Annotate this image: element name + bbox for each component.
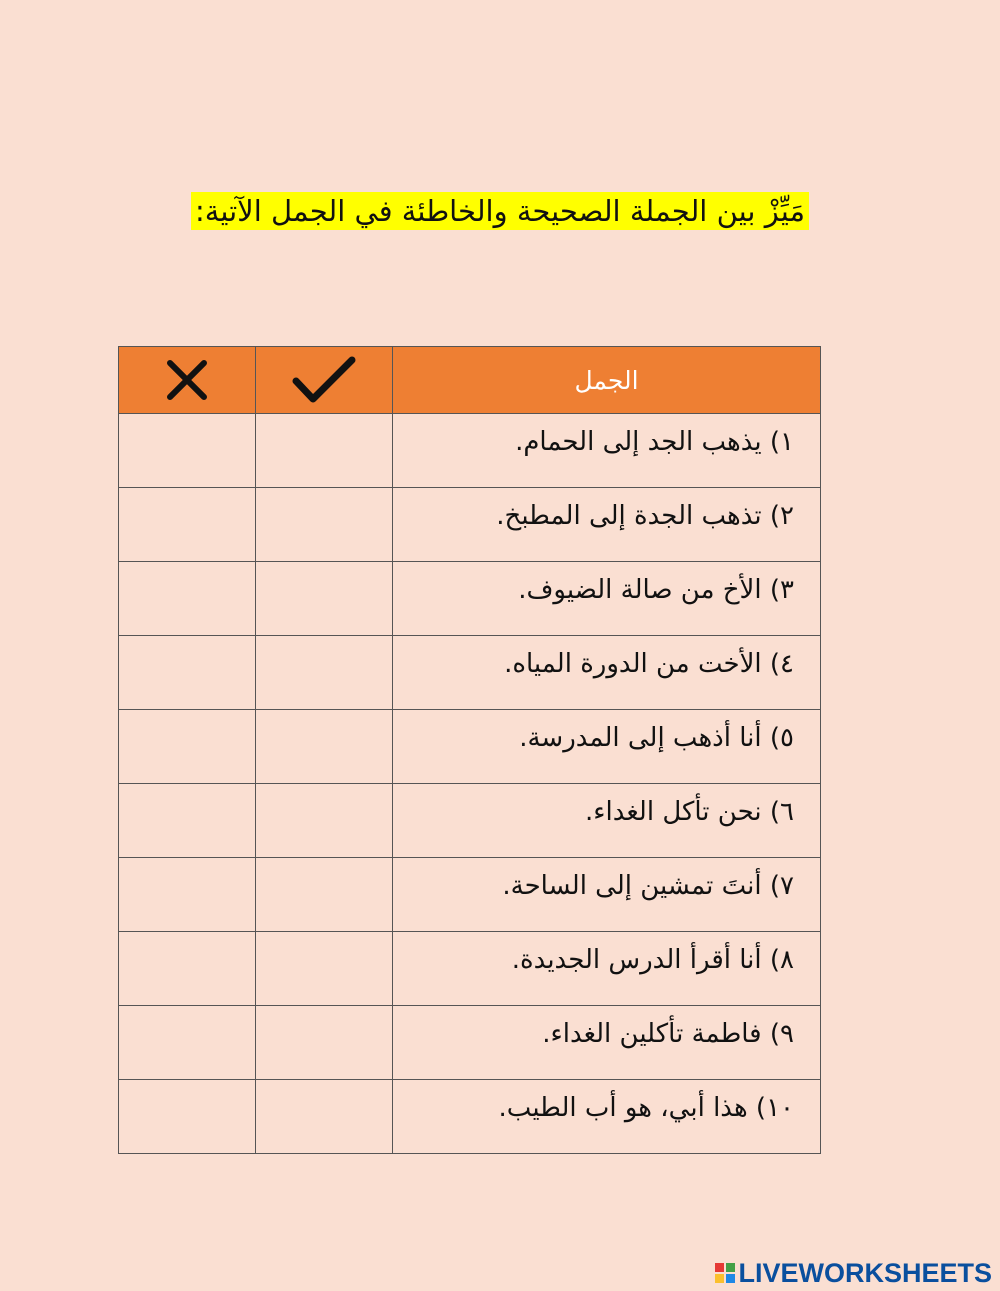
sentence-cell [393, 562, 821, 636]
sentence-cell [393, 1080, 821, 1154]
sentence-text: ٨) أنا أقرأ الدرس الجديدة. [511, 945, 794, 975]
correct-answer-cell[interactable] [256, 710, 393, 784]
table-row [119, 1080, 821, 1154]
header-sentences-column: الجمل [393, 347, 821, 414]
correct-answer-cell[interactable] [256, 414, 393, 488]
wrong-answer-cell[interactable] [119, 932, 256, 1006]
sentence-text: ٢) تذهب الجدة إلى المطبخ. [496, 501, 794, 531]
table-row [119, 710, 821, 784]
instruction-text: مَيِّزْ بين الجملة الصحيحة والخاطئة في الجمل الآتية: [191, 192, 809, 230]
header-correct-column [256, 347, 393, 414]
correct-answer-cell[interactable] [256, 488, 393, 562]
wrong-answer-cell[interactable] [119, 636, 256, 710]
correct-answer-cell[interactable] [256, 636, 393, 710]
table-row [119, 1006, 821, 1080]
table-row [119, 562, 821, 636]
wrong-answer-cell[interactable] [119, 710, 256, 784]
table-row [119, 636, 821, 710]
sentence-text: ٦) نحن تأكل الغداء. [585, 797, 794, 827]
sentence-cell [393, 710, 821, 784]
table-row [119, 932, 821, 1006]
wrong-answer-cell[interactable] [119, 1006, 256, 1080]
sentence-text: ٧) أنتَ تمشين إلى الساحة. [502, 871, 794, 901]
correct-answer-cell[interactable] [256, 1080, 393, 1154]
correct-answer-cell[interactable] [256, 932, 393, 1006]
wrong-answer-cell[interactable] [119, 858, 256, 932]
wrong-answer-cell[interactable] [119, 488, 256, 562]
sentence-cell [393, 932, 821, 1006]
instruction-heading [0, 188, 1000, 234]
wrong-answer-cell[interactable] [119, 1080, 256, 1154]
logo-text: LIVEWORKSHEETS [738, 1257, 992, 1288]
sentence-text: ٤) الأخت من الدورة المياه. [504, 649, 794, 679]
x-mark-icon [164, 357, 210, 403]
correct-answer-cell[interactable] [256, 858, 393, 932]
sentence-text: ١٠) هذا أبي، هو أب الطيب. [498, 1093, 794, 1123]
sentence-cell [393, 414, 821, 488]
sentence-text: ٩) فاطمة تأكلين الغداء. [542, 1019, 794, 1049]
wrong-answer-cell[interactable] [119, 562, 256, 636]
sentence-cell [393, 636, 821, 710]
sentence-text: ١) يذهب الجد إلى الحمام. [515, 427, 794, 457]
correct-answer-cell[interactable] [256, 1006, 393, 1080]
table-row [119, 858, 821, 932]
correct-answer-cell[interactable] [256, 784, 393, 858]
wrong-answer-cell[interactable] [119, 784, 256, 858]
sentence-text: ٣) الأخ من صالة الضيوف. [518, 575, 794, 605]
logo-blocks-icon [715, 1263, 735, 1283]
liveworksheets-logo [715, 1257, 992, 1289]
table-row [119, 784, 821, 858]
correct-answer-cell[interactable] [256, 562, 393, 636]
check-mark-icon [291, 355, 357, 405]
header-wrong-column [119, 347, 256, 414]
sentences-table [118, 346, 821, 1154]
wrong-answer-cell[interactable] [119, 414, 256, 488]
sentence-cell [393, 1006, 821, 1080]
sentence-text: ٥) أنا أذهب إلى المدرسة. [519, 723, 794, 753]
table-header-row [119, 347, 821, 414]
table-row [119, 414, 821, 488]
sentence-cell [393, 488, 821, 562]
sentence-cell [393, 858, 821, 932]
sentence-cell [393, 784, 821, 858]
table-row [119, 488, 821, 562]
